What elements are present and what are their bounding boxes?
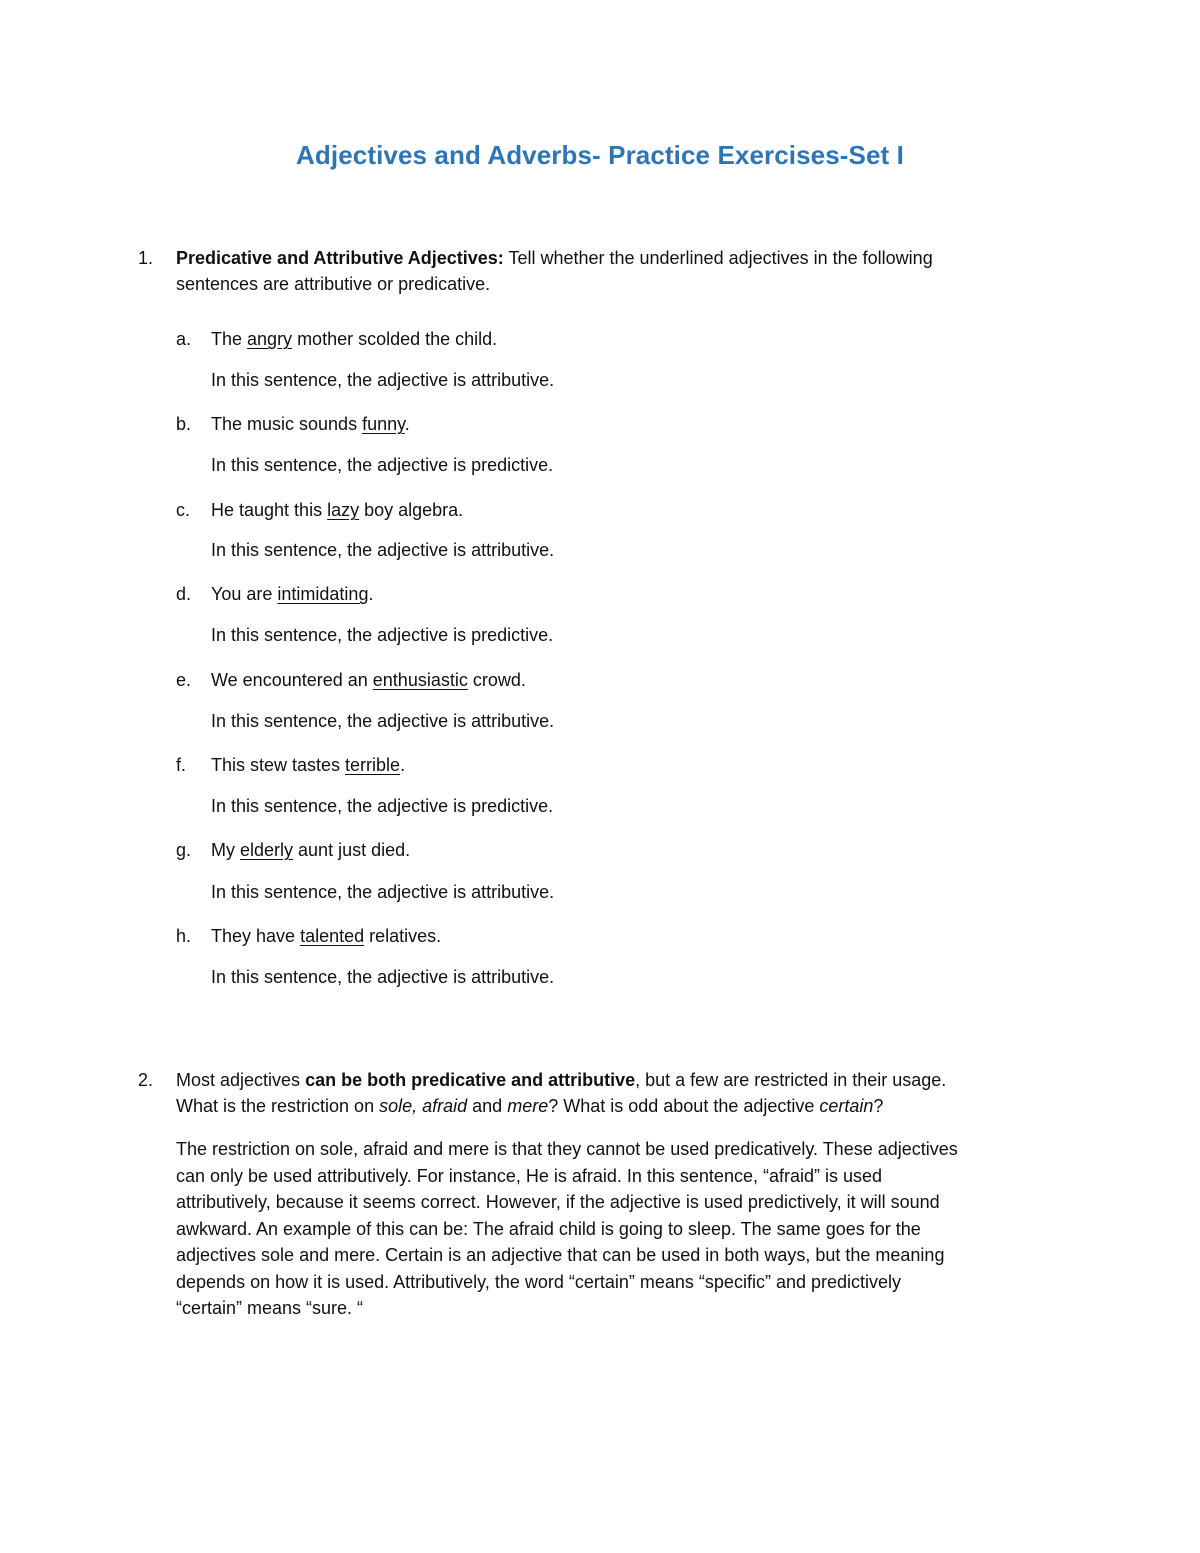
item-h-letter: h.: [176, 926, 192, 946]
answer-line: depends on how it is used. Attributively, the word “certain” means “specific” and predictively: [176, 1271, 902, 1292]
item-g-answer: In this sentence, the adjective is attributive.: [211, 882, 555, 902]
answer-line: adjectives sole and mere. Certain is an adjective that can be used in both ways, but the meaning: [176, 1245, 945, 1265]
answer-line: “certain” means “sure. “: [176, 1298, 364, 1318]
item-c-before: He taught this: [211, 500, 328, 520]
item-b-letter: b.: [176, 414, 192, 434]
item-d-sentence: [211, 581, 373, 607]
item-e-after: crowd.: [467, 670, 526, 690]
question-2-italic-1: sole, afraid: [379, 1096, 468, 1116]
item-g-underlined-adjective: elderly: [240, 840, 294, 860]
item-a-before: The: [211, 329, 248, 349]
item-c-answer: In this sentence, the adjective is attributive.: [211, 540, 555, 560]
item-f-before: This stew tastes: [211, 755, 346, 775]
item-h-sentence: [211, 923, 441, 949]
item-g-letter: g.: [176, 840, 192, 860]
item-e-underlined-adjective: enthusiastic: [372, 670, 468, 690]
item-d-before: You are: [211, 584, 278, 604]
item-c-sentence: [211, 497, 463, 523]
item-h-before: They have: [211, 926, 301, 946]
document-title: Adjectives and Adverbs- Practice Exercises-Set I: [296, 140, 904, 170]
question-2-number: 2.: [138, 1070, 154, 1090]
answer-line: The restriction on sole, afraid and mere is that they cannot be used predicatively. These adjectives: [176, 1139, 958, 1159]
item-g-sentence: [211, 837, 410, 863]
question-2-bold-text: can be both predicative and attributive: [305, 1070, 636, 1090]
item-f-after: .: [400, 755, 406, 775]
item-e-sentence: [211, 667, 526, 693]
question-1-heading: Predicative and Attributive Adjectives:: [176, 248, 504, 268]
item-a-sentence: [211, 326, 497, 352]
question-1-number: 1.: [138, 248, 154, 268]
item-b-sentence: [211, 411, 410, 437]
question-1-prompt-line2: sentences are attributive or predicative.: [176, 274, 491, 294]
item-a-letter: a.: [176, 329, 192, 349]
item-a-after: mother scolded the child.: [292, 329, 498, 349]
item-e-before: We encountered an: [211, 670, 373, 690]
question-1-prompt-line1: Tell whether the underlined adjectives in the following: [503, 248, 933, 268]
question-2-italic-3: certain: [819, 1096, 874, 1116]
item-f-answer: In this sentence, the adjective is predictive.: [211, 796, 554, 816]
item-b-before: The music sounds: [211, 414, 363, 434]
answer-line: can only be used attributively. For instance, He is afraid. In this sentence, “afraid” is used: [176, 1165, 883, 1186]
item-f-letter: f.: [176, 755, 187, 775]
item-h-answer: In this sentence, the adjective is attributive.: [211, 967, 555, 987]
question-1-prompt: [176, 245, 1056, 297]
item-e-answer: In this sentence, the adjective is attributive.: [211, 711, 555, 731]
item-c-underlined-adjective: lazy: [327, 500, 360, 520]
item-b-answer: In this sentence, the adjective is predictive.: [211, 455, 554, 475]
item-g-before: My: [211, 840, 240, 860]
question-2-text-4: and: [467, 1096, 508, 1116]
question-2-prompt: [176, 1067, 1056, 1119]
item-a-underlined-adjective: angry: [247, 329, 293, 349]
item-d-letter: d.: [176, 584, 192, 604]
question-2-italic-2: mere: [507, 1096, 549, 1116]
item-h-underlined-adjective: talented: [300, 926, 365, 946]
answer-line: attributively, because it seems correct. However, if the adjective is used predictively, it will sound: [176, 1192, 940, 1212]
item-e-letter: e.: [176, 670, 192, 690]
item-g-after: aunt just died.: [293, 840, 411, 860]
item-a-answer: In this sentence, the adjective is attributive.: [211, 370, 555, 390]
question-2-answer: [176, 1136, 1056, 1322]
question-2-text-2: , but a few are restricted in their usage.: [635, 1070, 947, 1090]
answer-line: awkward. An example of this can be: The afraid child is going to sleep. The same goes for the: [176, 1218, 921, 1239]
question-2-text-1: Most adjectives: [176, 1070, 306, 1090]
item-h-after: relatives.: [364, 926, 442, 946]
item-b-after: .: [404, 414, 410, 434]
item-d-after: .: [368, 584, 374, 604]
item-d-underlined-adjective: intimidating: [277, 584, 369, 604]
item-c-after: boy algebra.: [359, 500, 464, 520]
question-2-text-6: ?: [873, 1096, 884, 1116]
item-f-sentence: [211, 752, 405, 778]
item-f-underlined-adjective: terrible: [345, 755, 401, 775]
item-c-letter: c.: [176, 500, 191, 520]
item-d-answer: In this sentence, the adjective is predictive.: [211, 625, 554, 645]
question-2-text-3: What is the restriction on: [176, 1096, 380, 1116]
item-b-underlined-adjective: funny: [362, 414, 405, 434]
question-2-text-5: ? What is odd about the adjective: [548, 1096, 820, 1116]
